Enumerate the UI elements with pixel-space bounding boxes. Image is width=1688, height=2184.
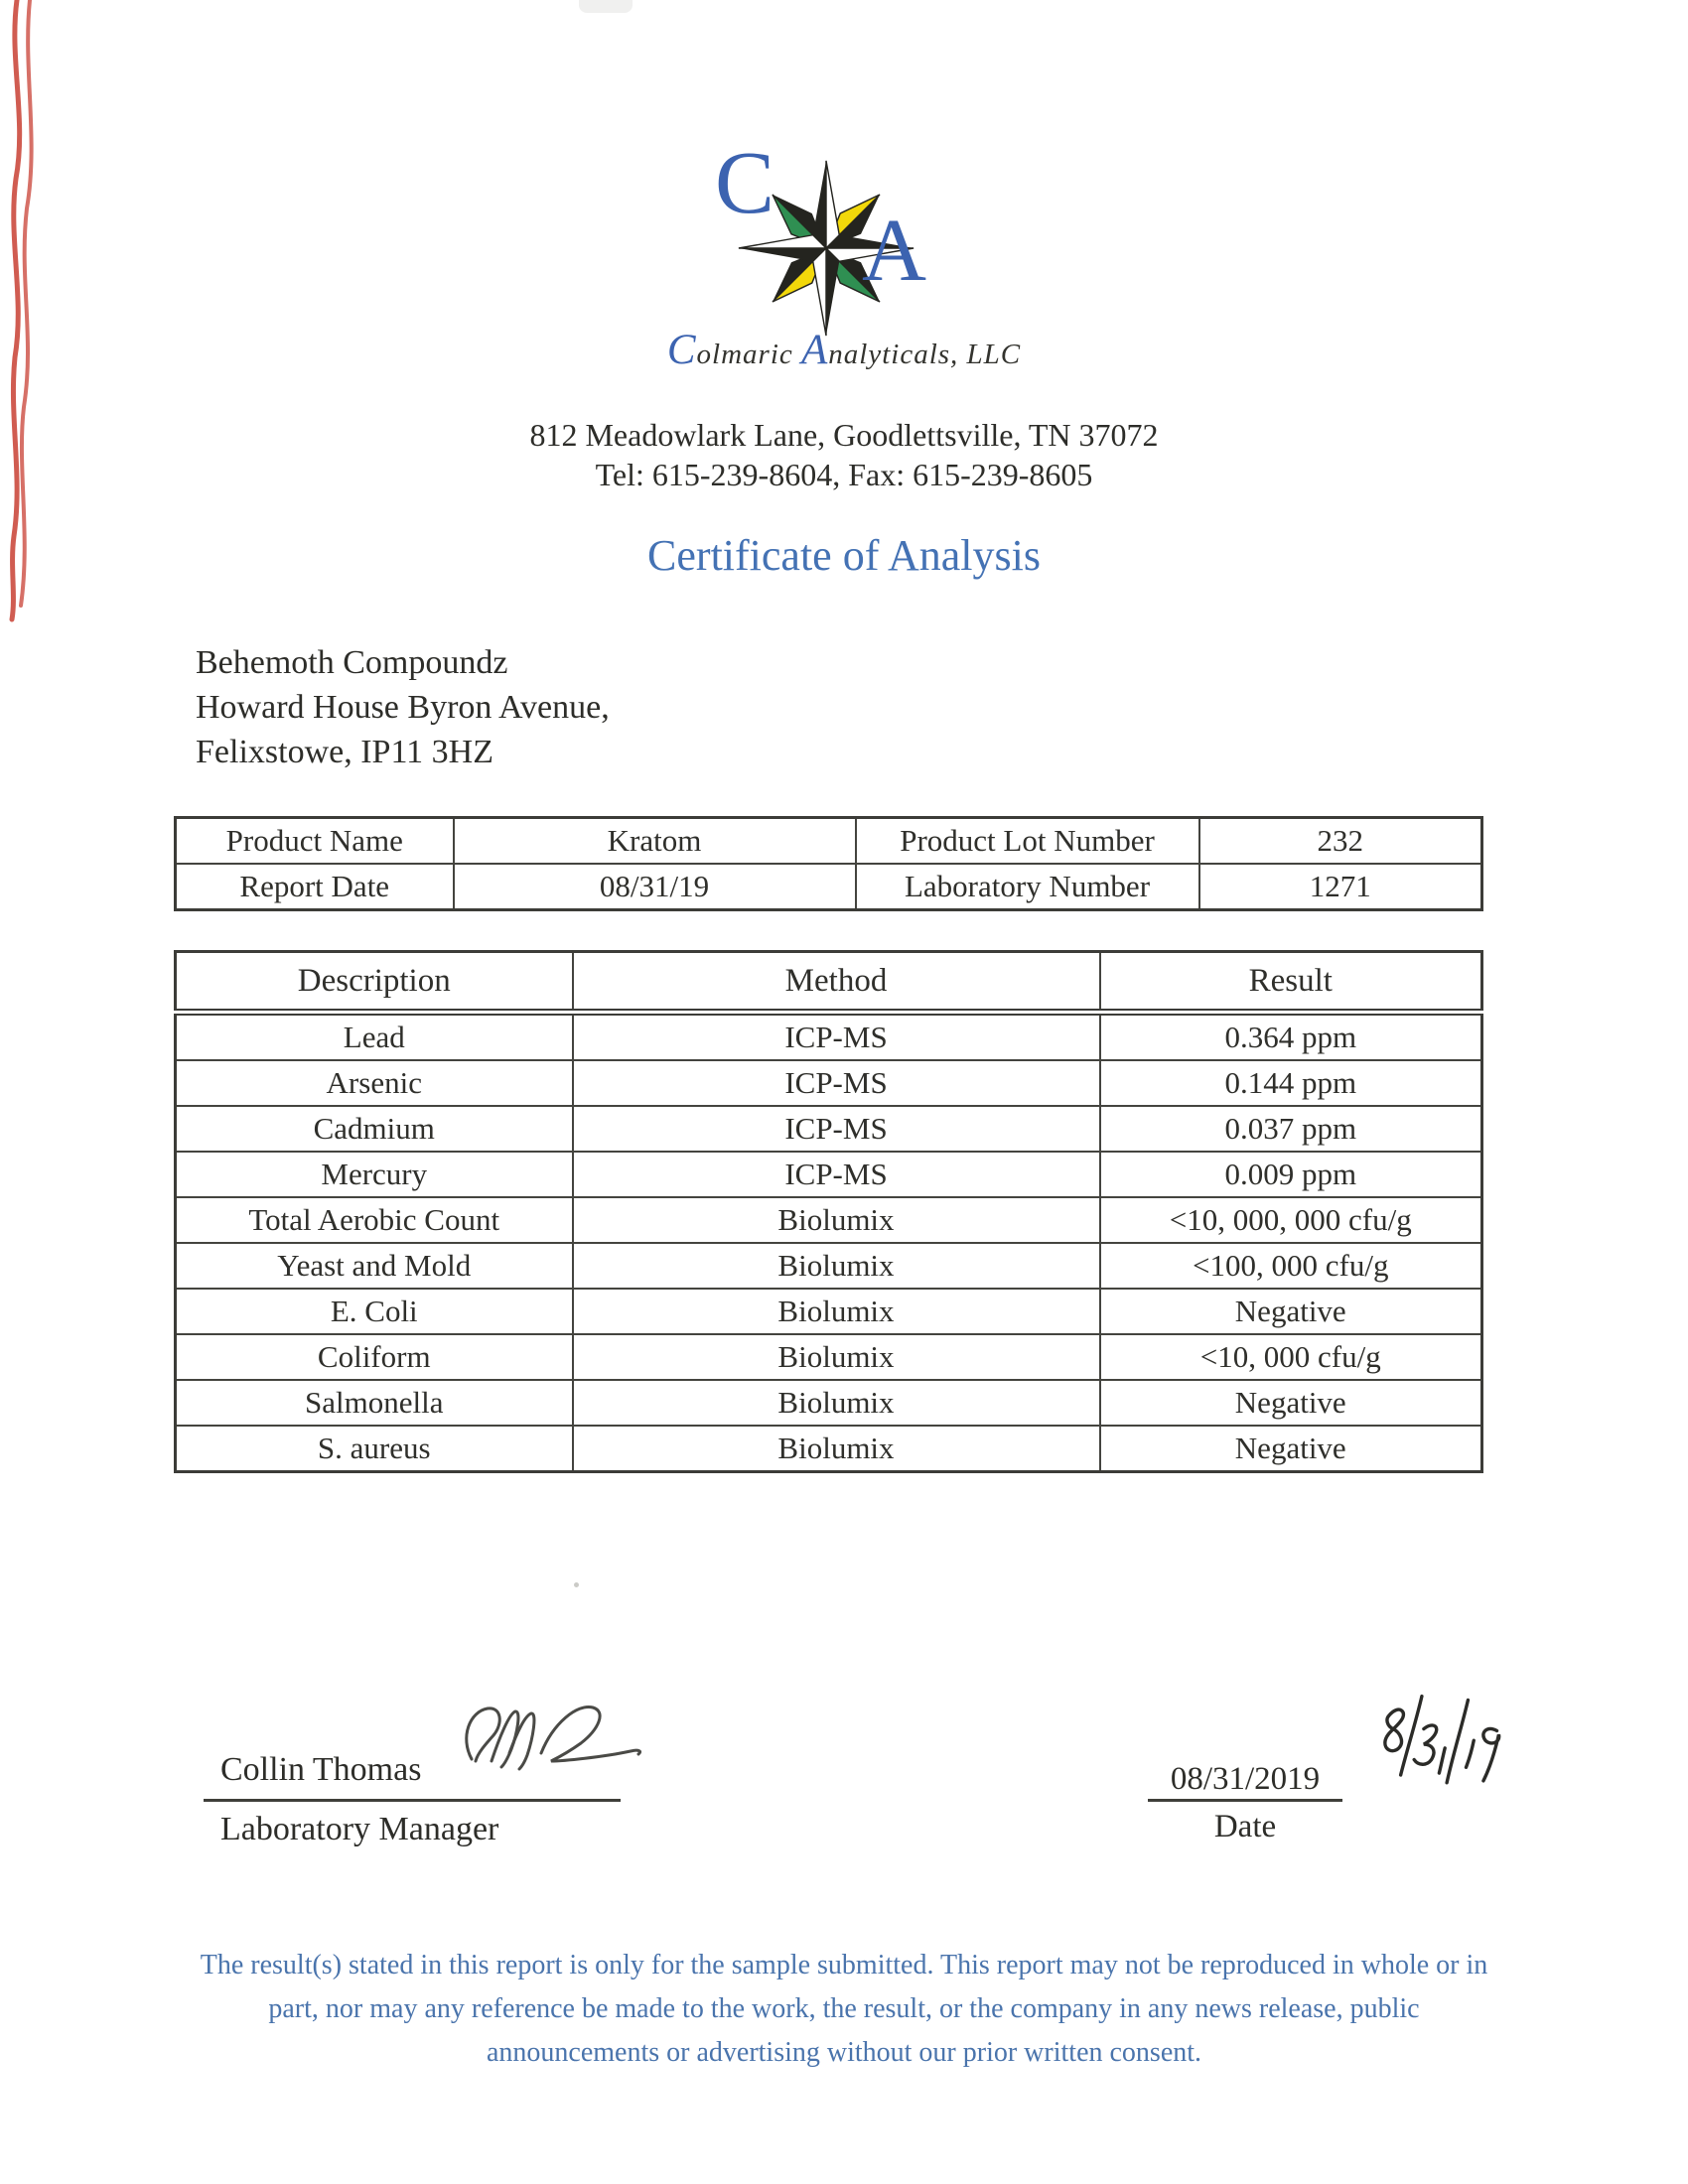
lab-contact-block (0, 415, 1688, 494)
logo-letter-a: A (862, 202, 926, 300)
product-info-table (174, 816, 1483, 911)
info-label: Report Date (176, 864, 454, 910)
date-line (1148, 1799, 1342, 1802)
table-row: S. aureus Biolumix Negative (176, 1426, 1482, 1472)
table-row: Lead ICP-MS 0.364 ppm (176, 1013, 1482, 1061)
company-name: Colmaric Analyticals, LLC (666, 327, 1022, 373)
disclaimer-line: part, nor may any reference be made to the work, the result, or the company in any news release, public (268, 1993, 1420, 2024)
company-initial-a: A (801, 327, 829, 373)
table-row: Cadmium ICP-MS 0.037 ppm (176, 1106, 1482, 1152)
signature-ink-icon (452, 1696, 650, 1790)
column-header-result: Result (1100, 952, 1482, 1013)
signature-line (204, 1799, 621, 1802)
customer-name: Behemoth Compoundz (196, 644, 508, 681)
date-label: Date (1213, 1809, 1277, 1844)
scan-smudge-artifact (579, 0, 633, 13)
table-row: Salmonella Biolumix Negative (176, 1380, 1482, 1426)
scan-dot-artifact (574, 1582, 579, 1587)
info-value: Kratom (454, 818, 856, 865)
logo-letter-c: C (715, 134, 775, 232)
info-value: 1271 (1199, 864, 1482, 910)
table-row: Coliform Biolumix <10, 000 cfu/g (176, 1334, 1482, 1380)
customer-address-block (196, 640, 610, 774)
table-row: Total Aerobic Count Biolumix <10, 000, 000 cfu/g (176, 1197, 1482, 1243)
company-initial-c: C (666, 327, 697, 373)
customer-address-line: Howard House Byron Avenue, (196, 689, 610, 726)
info-value: 08/31/19 (454, 864, 856, 910)
date-value: 08/31/2019 (1170, 1761, 1321, 1797)
signatory-role: Laboratory Manager (220, 1811, 499, 1847)
lab-address: 812 Meadowlark Lane, Goodlettsville, TN 37072 (529, 417, 1159, 453)
footer-disclaimer (0, 1944, 1688, 2075)
page-title: Certificate of Analysis (647, 531, 1041, 580)
table-row (176, 864, 1482, 910)
customer-city-line: Felixstowe, IP11 3HZ (196, 734, 494, 770)
info-label: Product Lot Number (856, 818, 1199, 865)
table-row: Mercury ICP-MS 0.009 ppm (176, 1152, 1482, 1197)
column-header-description: Description (176, 952, 573, 1013)
column-header-method: Method (573, 952, 1100, 1013)
table-row: Yeast and Mold Biolumix <100, 000 cfu/g (176, 1243, 1482, 1289)
results-table (174, 950, 1483, 1473)
handwritten-date-icon (1358, 1686, 1512, 1805)
table-header-row (176, 952, 1482, 1013)
info-label: Product Name (176, 818, 454, 865)
table-row: Arsenic ICP-MS 0.144 ppm (176, 1060, 1482, 1106)
info-label: Laboratory Number (856, 864, 1199, 910)
table-row: E. Coli Biolumix Negative (176, 1289, 1482, 1334)
info-value: 232 (1199, 818, 1482, 865)
disclaimer-line: announcements or advertising without our prior written consent. (486, 2037, 1202, 2068)
signatory-name: Collin Thomas (220, 1751, 422, 1788)
table-row (176, 818, 1482, 865)
lab-phone-fax: Tel: 615-239-8604, Fax: 615-239-8605 (595, 457, 1093, 492)
disclaimer-line: The result(s) stated in this report is only for the sample submitted. This report may not be reproduced in whole or in (200, 1950, 1488, 1980)
